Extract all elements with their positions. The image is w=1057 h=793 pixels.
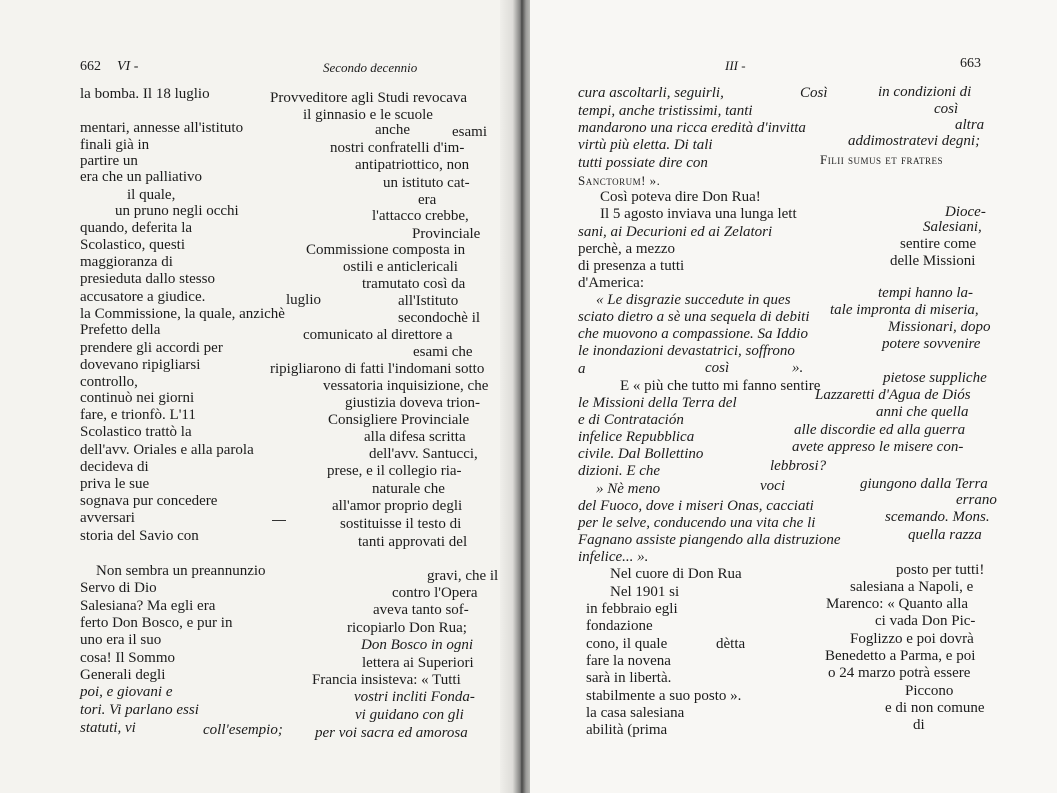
text-line: Prefetto della	[80, 322, 161, 338]
text-line: Nel cuore di Don Rua	[610, 566, 742, 582]
text-line: anni che quella	[876, 404, 969, 420]
text-line: virtù più eletta. Di tali	[578, 137, 713, 153]
text-line: Don Bosco in ogni	[361, 637, 474, 653]
text-line: Marenco: « Quanto alla	[826, 596, 969, 612]
text-line: un istituto cat-	[383, 175, 470, 191]
text-line: Piccono	[905, 683, 954, 699]
text-line: così	[705, 360, 730, 376]
text-line: sarà in libertà.	[586, 670, 672, 686]
text-line: stabilmente a suo posto ».	[586, 688, 742, 704]
text-line: del Fuoco, dove i miseri Onas, cacciati	[578, 498, 814, 514]
text-line: Provinciale	[412, 226, 481, 242]
text-line: esami che	[413, 344, 473, 360]
text-line: Nel 1901 si	[610, 584, 680, 600]
text-line: presieduta dallo stesso	[80, 271, 215, 287]
text-line: la casa salesiana	[586, 705, 685, 721]
text-line: avete appreso le misere con-	[792, 439, 964, 455]
text-line: ripigliarono di fatti l'indomani sotto	[270, 361, 485, 377]
text-line: Salesiana? Ma egli era	[80, 598, 216, 614]
text-line: ».	[792, 360, 804, 376]
text-line: dètta	[716, 636, 746, 652]
text-line: errano	[956, 492, 997, 508]
text-line: » Nè meno	[596, 481, 661, 497]
text-line: mentari, annesse all'istituto	[80, 120, 244, 136]
text-line: Il 5 agosto inviava una lunga lett	[600, 206, 797, 222]
text-line: dell'avv. Oriales e alla parola	[80, 442, 254, 458]
text-line: Non sembra un preannunzio	[96, 563, 266, 579]
text-line: infelice... ».	[578, 549, 649, 565]
em-dash	[272, 520, 286, 521]
text-line: Foglizzo e poi dovrà	[850, 631, 974, 647]
text-line: sciato dietro a sè una sequela di debiti	[578, 309, 810, 325]
left-part-label: VI -	[117, 59, 139, 74]
text-line: secondochè il	[398, 310, 481, 326]
text-line: un pruno negli occhi	[115, 203, 239, 219]
text-line: maggioranza di	[80, 254, 173, 270]
text-line: posto per tutti!	[896, 562, 985, 578]
text-line: pietose suppliche	[883, 370, 987, 386]
text-line: « Le disgrazie succedute in ques	[596, 292, 791, 308]
text-line: avversari	[80, 510, 135, 526]
text-line: Servo di Dio	[80, 580, 157, 596]
text-line: Così poteva dire Don Rua!	[600, 189, 761, 205]
text-line: la bomba. Il 18 luglio	[80, 86, 210, 102]
text-line: aveva tanto sof-	[373, 602, 469, 618]
text-line: di presenza a tutti	[578, 258, 685, 274]
text-line: ferto Don Bosco, e pur in	[80, 615, 233, 631]
text-line: vostri incliti Fonda-	[354, 689, 475, 705]
text-line: d'America:	[578, 275, 645, 291]
text-line: tanti approvati del	[358, 534, 468, 550]
text-line: controllo,	[80, 374, 138, 390]
text-line: di	[913, 717, 925, 733]
text-line: tutti possiate dire con	[578, 155, 708, 171]
text-line: Commissione composta in	[306, 242, 466, 258]
text-line: alle discordie ed alla guerra	[794, 422, 966, 438]
text-line: antipatriottico, non	[355, 157, 470, 173]
text-line: sostituisse il testo di	[340, 516, 462, 532]
text-line: Benedetto a Parma, e poi	[825, 648, 976, 664]
text-line: l'attacco crebbe,	[372, 208, 469, 224]
text-line: fare la novena	[586, 653, 671, 669]
text-line: voci	[760, 478, 785, 494]
text-line: lettera ai Superiori	[362, 655, 474, 671]
text-line: dovevano ripigliarsi	[80, 357, 201, 373]
text-line: cura ascoltarli, seguirli,	[578, 85, 724, 101]
text-line: Lazzaretti d'Agua de Diós	[815, 387, 971, 403]
right-part-label: III -	[725, 58, 746, 73]
text-line: così	[934, 101, 959, 117]
text-line: la Commissione, la quale, anzichè	[80, 306, 285, 322]
text-line: luglio	[286, 292, 322, 308]
text-line: lebbrosi?	[770, 458, 827, 474]
text-line: esami	[452, 124, 487, 140]
text-line: le inondazioni devastatrici, soffrono	[578, 343, 795, 359]
text-line: all'Istituto	[398, 293, 459, 309]
text-line: quando, deferita la	[80, 220, 193, 236]
text-line: tale impronta di miseria,	[830, 302, 979, 318]
text-line: Sanctorum! ».	[578, 173, 661, 188]
text-line: scemando. Mons.	[885, 509, 990, 525]
text-line: E « più che tutto mi fanno sentire	[620, 378, 821, 394]
text-line: Filii sumus et fratres	[820, 152, 943, 167]
text-line: accusatore a giudice.	[80, 289, 206, 305]
text-line: vessatoria inquisizione, che	[323, 378, 489, 394]
text-line: o 24 marzo potrà essere	[828, 665, 971, 681]
text-line: delle Missioni	[890, 253, 976, 269]
text-line: all'amor proprio degli	[332, 498, 463, 514]
right-page	[530, 0, 1057, 793]
text-line: addimostratevi degni;	[848, 133, 981, 149]
text-line: quella razza	[908, 527, 982, 543]
text-line: statuti, vi	[80, 720, 136, 736]
left-page	[0, 0, 510, 793]
text-line: tori. Vi parlano essi	[80, 702, 199, 718]
text-line: prese, e il collegio ria-	[327, 463, 462, 479]
text-line: Dioce-	[945, 204, 986, 220]
text-line: a	[578, 361, 586, 377]
text-line: dizioni. E che	[578, 463, 661, 479]
text-line: alla difesa scritta	[364, 429, 466, 445]
text-line: storia del Savio con	[80, 528, 199, 544]
text-line: naturale che	[372, 481, 445, 497]
text-line: coll'esempio;	[203, 722, 283, 738]
text-line: Scolastico trattò la	[80, 424, 192, 440]
text-line: altra	[955, 117, 985, 133]
text-line: ostili e anticlericali	[343, 259, 458, 275]
text-line: salesiana a Napoli, e	[850, 579, 974, 595]
text-line: decideva di	[80, 459, 149, 475]
text-line: era che un palliativo	[80, 169, 203, 185]
text-line: tempi hanno la-	[878, 285, 973, 301]
text-line: Così	[800, 85, 828, 101]
text-line: e di non comune	[885, 700, 985, 716]
text-line: abilità (prima	[586, 722, 668, 738]
text-line: cono, il quale	[586, 636, 668, 652]
text-line: gravi, che il	[427, 568, 499, 584]
text-line: partire un	[80, 153, 138, 169]
text-line: giustizia doveva trion-	[345, 395, 480, 411]
text-line: tramutato così da	[362, 276, 466, 292]
text-line: Francia insisteva: « Tutti	[312, 672, 461, 688]
left-running-title: Secondo decennio	[323, 60, 418, 75]
text-line: Missionari, dopo	[888, 319, 991, 335]
text-line: mandarono una ricca eredità d'invitta	[578, 120, 806, 136]
text-line: finali già in	[80, 137, 150, 153]
text-line: il ginnasio e le scuole	[303, 107, 433, 123]
text-line: era	[418, 192, 437, 208]
text-line: perchè, a mezzo	[578, 241, 676, 257]
text-line: fondazione	[586, 618, 653, 634]
text-line: poi, e giovani e	[80, 684, 173, 700]
text-line: per le selve, conducendo una vita che li	[578, 515, 816, 531]
text-line: tempi, anche tristissimi, tanti	[578, 103, 753, 119]
text-line: contro l'Opera	[392, 585, 478, 601]
text-line: Fagnano assiste piangendo alla distruzione	[578, 532, 841, 548]
text-line: dell'avv. Santucci,	[369, 446, 478, 462]
text-line: sani, ai Decurioni ed ai Zelatori	[578, 224, 773, 240]
text-line: comunicato al direttore a	[303, 327, 453, 343]
text-line: priva le sue	[80, 476, 150, 492]
text-line: ci vada Don Pic-	[875, 613, 976, 629]
text-line: le Missioni della Terra del	[578, 395, 737, 411]
text-line: vi guidano con gli	[355, 707, 464, 723]
text-line: in condizioni di	[878, 84, 972, 100]
right-page-number: 663	[960, 56, 981, 71]
text-line: il quale,	[127, 187, 176, 203]
text-line: per voi sacra ed amorosa	[315, 725, 468, 741]
text-line: potere sovvenire	[882, 336, 981, 352]
text-line: giungono dalla Terra	[860, 476, 988, 492]
text-line: civile. Dal Bollettino	[578, 446, 704, 462]
text-line: che muovono a compassione. Sa Iddio	[578, 326, 808, 342]
text-line: uno era il suo	[80, 632, 162, 648]
text-line: nostri confratelli d'im-	[330, 140, 465, 156]
text-line: Salesiani,	[923, 219, 982, 235]
text-line: Generali degli	[80, 667, 166, 683]
text-line: sentire come	[900, 236, 977, 252]
left-page-number: 662	[80, 59, 101, 74]
text-line: e di Contratación	[578, 412, 684, 428]
text-line: Scolastico, questi	[80, 237, 185, 253]
text-line: ricopiarlo Don Rua;	[347, 620, 467, 636]
text-line: continuò nei giorni	[80, 390, 195, 406]
text-line: prendere gli accordi per	[80, 340, 223, 356]
text-line: cosa! Il Sommo	[80, 650, 175, 666]
text-line: sognava pur concedere	[80, 493, 218, 509]
text-line: Consigliere Provinciale	[328, 412, 470, 428]
text-line: fare, e trionfò. L'11	[80, 407, 196, 423]
text-line: in febbraio egli	[586, 601, 678, 617]
text-line: anche	[375, 122, 410, 138]
text-line: Provveditore agli Studi revocava	[270, 90, 468, 106]
text-line: infelice Repubblica	[578, 429, 695, 445]
